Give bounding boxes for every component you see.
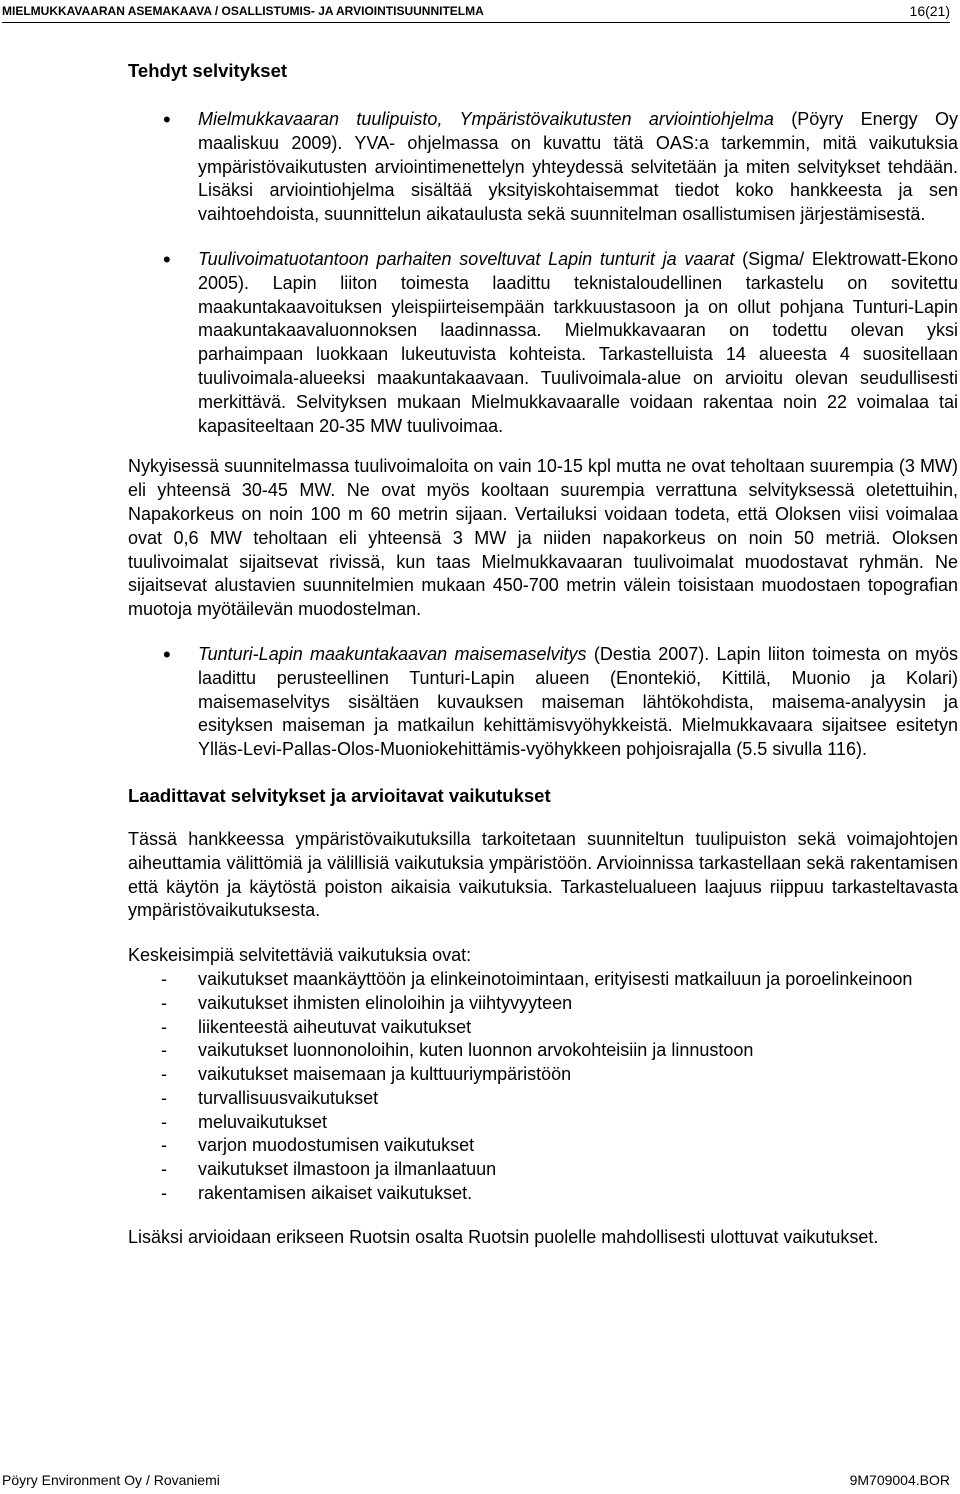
study-title: Tuulivoimatuotantoon parhaiten soveltuvat Lapin tunturit ja vaarat — [198, 248, 735, 269]
study-list-2 — [128, 643, 958, 762]
page-content — [128, 58, 958, 1250]
footer-company: Pöyry Environment Oy / Rovaniemi — [2, 1472, 220, 1488]
document-title: MIELMUKKAVAARAN ASEMAKAAVA / OSALLISTUMIS- JA ARVIOINTISUUNNITELMA — [2, 4, 484, 18]
footer-document-id: 9M709004.BOR — [849, 1472, 950, 1488]
list-item: - rakentamisen aikaiset vaikutukset. — [128, 1182, 958, 1206]
list-item: - vaikutukset luonnonoloihin, kuten luonnon arvokohteisiin ja linnustoon — [128, 1039, 958, 1063]
list-item: - vaikutukset ihmisten elinoloihin ja viihtyvyyteen — [128, 992, 958, 1016]
page-footer — [2, 1470, 950, 1490]
study-description: (Destia 2007). Lapin liiton toimesta on myös laadittu perusteellinen Tunturi-Lapin alueen (Enontekiö, Kittilä, Muonio ja Kolari) maisemaselvitys sisältäen kuvauksen maiseman lähtökohdista, maisema-analyysin ja esityksen maiseman ja matkailun kehittämisvyöhykkeistä. Mielmukkavaara sijaitsee esitetyn Ylläs-Levi-Pallas-Olos-Muoniokehittämis-vyöhykkeen pohjoisrajalla (5.5 sivulla 116). — [198, 643, 958, 760]
page-header — [2, 0, 950, 23]
impacts-list — [128, 968, 958, 1206]
section-title-tehdyt: Tehdyt selvitykset — [128, 60, 288, 81]
study-description: (Sigma/ Elektrowatt-Ekono 2005). Lapin liiton toimesta laadittu teknistaloudellinen tarkastelu on sovitettu maakuntakaavoituksen yleispiirteisempään tarkkuustasoon ja on ollut pohjana Tunturi-Lapin maakuntakaavaluonnoksen laadinnassa. Mielmukkavaaran on todettu olevan yksi parhaimpaan luokkaan lukeutuvista kohteista. Tarkastelluista 14 alueesta 4 suositellaan tuulivoimala-alueeksi maakuntakaavaan. Tuulivoimala-alue on arvioitu olevan seudullisesti merkittävä. Selvityksen mukaan Mielmukkavaaralle voidaan rakentaa noin 22 voimalaa tai kapasiteeltaan 20-35 MW tuulivoimaa. — [198, 248, 958, 436]
list-item: - varjon muodostumisen vaikutukset — [128, 1134, 958, 1158]
study-title: Mielmukkavaaran tuulipuisto, Ympäristövaikutusten arviointiohjelma — [198, 109, 774, 129]
comparison-paragraph: Nykyisessä suunnitelmassa tuulivoimaloita on vain 10-15 kpl mutta ne ovat teholtaan suurempia (3 MW) eli yhteensä 30-45 MW. Ne ovat myös kooltaan suurempia verrattuna selvityksessä oletettuihin, Napakorkeus on noin 100 m 60 metrin sijaan. Vertailuksi voidaan todeta, että Oloksen viisi voimalaa ovat 0,6 MW teholtaan eli yhteensä 3 MW ja niiden napakorkeus on noin 50 metriä. Oloksen tuulivoimalat sijaitsevat rivissä, kun taas Mielmukkavaaran tuulivoimalat muodostavat ryhmän. Ne sijaitsevat alustavien suunnitelmien mukaan 450-700 metrin välein toisistaan muodostaen topografian muotoja myötäilevän muodostelman. — [128, 456, 958, 620]
study-title: Tunturi-Lapin maakuntakaavan maisemaselvitys — [198, 643, 587, 664]
impacts-intro: Keskeisimpiä selvitettäviä vaikutuksia ovat: — [128, 945, 472, 966]
study-item-yva — [128, 108, 958, 227]
list-item: - liikenteestä aiheutuvat vaikutukset — [128, 1016, 958, 1040]
study-item-lapin-tunturit — [128, 248, 958, 438]
study-description: (Pöyry Energy Oy maaliskuu 2009). YVA- ohjelmassa on kuvattu tätä OAS:a tarkemmin, mitä vaikutuksia ympäristövaikutusten arviointimenettelyn yhteydessä selvitetään ja miten selvitykset tehdään. Lisäksi arviointiohjelma sisältää yksityiskohtaisemmat tiedot koko hankkeesta ja sen vaihtoehdoista, suunnittelun aikataulusta sekä suunnitelman osallistumisen järjestämisestä. — [198, 109, 958, 225]
list-item: - turvallisuusvaikutukset — [128, 1087, 958, 1111]
study-list — [128, 108, 958, 438]
closing-paragraph: Lisäksi arvioidaan erikseen Ruotsin osalta Ruotsin puolelle mahdollisesti ulottuvat vaikutukset. — [128, 1226, 879, 1247]
study-item-maisemaselvitys — [128, 643, 958, 762]
list-item: - vaikutukset maisemaan ja kulttuuriympäristöön — [128, 1063, 958, 1087]
list-item: - vaikutukset ilmastoon ja ilmanlaatuun — [128, 1158, 958, 1182]
impacts-paragraph: Tässä hankkeessa ympäristövaikutuksilla tarkoitetaan suunniteltun tuulipuiston sekä voimajohtojen aiheuttamia välittömiä ja välillisiä vaikutuksia ympäristöön. Arvioinnissa tarkastellaan sekä rakentamisen että käytön ja käytöstä poiston aikaisia vaikutuksia. Tarkastelualueen laajuus riippuu tarkasteltavasta ympäristövaikutuksesta. — [128, 828, 958, 921]
list-item: - vaikutukset maankäyttöön ja elinkeinotoimintaan, erityisesti matkailuun ja poroelinkeinoon — [128, 968, 958, 992]
page-number: 16(21) — [909, 3, 950, 19]
list-item: - meluvaikutukset — [128, 1111, 958, 1135]
section-title-laadittavat: Laadittavat selvitykset ja arvioitavat vaikutukset — [128, 784, 551, 806]
